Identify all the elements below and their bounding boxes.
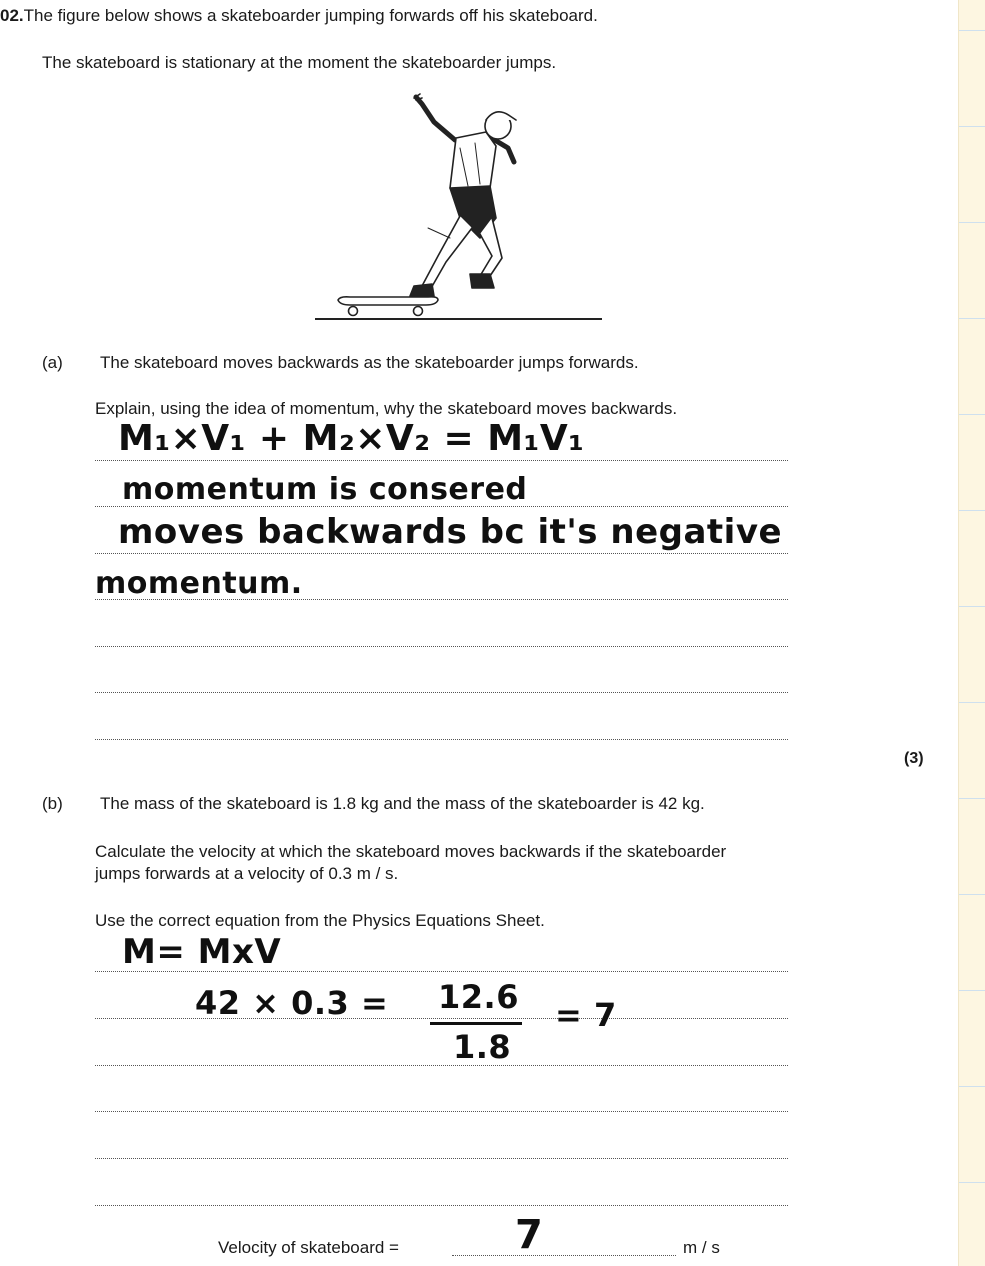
answer-line: [95, 460, 788, 461]
right-margin-strip: [958, 0, 985, 1266]
handwriting-b-numerator: 12.6: [438, 978, 519, 1016]
handwriting-a-line: momentum.: [95, 566, 303, 601]
handwriting-b-result: = 7: [555, 996, 617, 1034]
part-a-prompt: Explain, using the idea of momentum, why the skateboard moves backwards.: [95, 399, 678, 418]
skateboard-wheel: [414, 307, 423, 316]
handwriting-b-denominator: 1.8: [453, 1028, 512, 1066]
handwriting-a-line: moves backwards bc it's negative: [118, 512, 783, 552]
handwriting-a-line: M₁×V₁ + M₂×V₂ = M₁V₁: [118, 418, 585, 459]
handwriting-a-line: momentum is consered: [122, 472, 528, 507]
answer-line: [95, 553, 788, 554]
skateboarder: [410, 94, 516, 296]
answer-line: [95, 1158, 788, 1159]
answer-field-line: [452, 1255, 676, 1256]
skateboarder-figure: [310, 88, 605, 328]
answer-line: [95, 739, 788, 740]
answer-line: [95, 1111, 788, 1112]
skateboard-wheel: [349, 307, 358, 316]
part-b-equation-prompt: Use the correct equation from the Physics Equations Sheet.: [95, 911, 545, 930]
answer-value: 7: [515, 1212, 544, 1258]
answer-label: Velocity of skateboard =: [218, 1238, 399, 1257]
part-b-calc-line1: Calculate the velocity at which the skateboard moves backwards if the skateboarder: [95, 842, 727, 861]
handwriting-b-line1: M= MxV: [122, 932, 282, 972]
part-b-calc-line2: jumps forwards at a velocity of 0.3 m / s.: [95, 864, 399, 883]
part-a-statement: The skateboard moves backwards as the skateboarder jumps forwards.: [100, 353, 639, 372]
fraction-bar: [430, 1022, 522, 1025]
part-b-label: (b): [42, 794, 63, 813]
answer-unit: m / s: [683, 1238, 720, 1257]
part-a-marks: (3): [904, 750, 924, 767]
handwriting-b-line2: 42 × 0.3 =: [195, 984, 389, 1022]
stationary-text: The skateboard is stationary at the moment the skateboarder jumps.: [42, 53, 557, 72]
answer-line: [95, 1065, 788, 1066]
answer-line: [95, 646, 788, 647]
part-a-label: (a): [42, 353, 63, 372]
question-number: 02.: [0, 6, 24, 25]
skateboard: [338, 297, 438, 305]
answer-line: [95, 692, 788, 693]
question-header: [0, 6, 598, 26]
answer-line: [95, 1205, 788, 1206]
part-b-mass-statement: The mass of the skateboard is 1.8 kg and the mass of the skateboarder is 42 kg.: [100, 794, 705, 813]
question-intro: The figure below shows a skateboarder jumping forwards off his skateboard.: [23, 6, 598, 25]
